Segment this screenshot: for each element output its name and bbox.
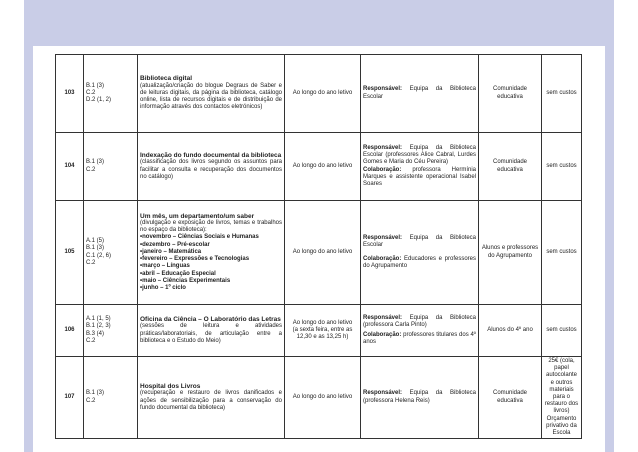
activity-cell <box>138 55 285 133</box>
audience-cell: Alunos e professores do Agrupamento <box>479 201 542 305</box>
objectives-cell <box>84 357 138 439</box>
objective-code: B.1 (3) <box>86 390 105 397</box>
document-page <box>33 46 605 452</box>
activity-number: 107 <box>56 357 84 439</box>
table-row <box>56 133 582 201</box>
activity-number: 106 <box>56 305 84 357</box>
objectives-cell <box>84 201 138 305</box>
responsible-block <box>363 86 476 100</box>
collaboration-block <box>363 256 476 270</box>
collaboration-block <box>363 167 476 189</box>
responsible-text: Equipa da Biblioteca Escolar <box>363 234 476 248</box>
calendar-cell <box>285 133 361 201</box>
calendar-cell <box>285 55 361 133</box>
responsible-label: Responsável: <box>363 144 403 151</box>
collaboration-label: Colaboração: <box>363 166 402 173</box>
calendar-text: Ao longo do ano letivo <box>292 319 353 326</box>
audience-cell: Comunidade educativa <box>479 357 542 439</box>
schedule-bullet: • junho – 1º ciclo <box>140 285 282 292</box>
objective-code: D.2 (1, 2) <box>86 97 112 104</box>
responsible-block <box>363 315 476 329</box>
responsible-label: Responsável: <box>363 86 403 93</box>
activity-description: (atualização/criação do blogue Degraus de Saber e de leituras digitais, da página da biblioteca, catálogo online, lista de recursos digitais e de distribuição de informação através dos contactos eletrónicos) <box>140 82 282 111</box>
objectives-cell <box>84 305 138 357</box>
objective-code: B.1 (2, 3) <box>86 323 111 330</box>
calendar-extra: (a sexta feira, entre as 12,30 e as 13,25 h) <box>292 326 353 341</box>
objective-code: B.1 (3) <box>86 82 105 89</box>
responsible-label: Responsável: <box>363 390 403 397</box>
collaboration-text: Educadores e professores do Agrupamento <box>363 256 476 270</box>
objective-code: A.1 (5) <box>86 238 105 245</box>
responsible-label: Responsável: <box>363 314 403 321</box>
cost-cell: sem custos <box>542 305 582 357</box>
calendar-text: Ao longo do ano letivo <box>292 248 353 255</box>
activity-description: (classificação dos livros segundo os assuntos para facilitar a consulta e recuperação dos documentos no catálogo) <box>140 159 282 180</box>
activity-cell <box>138 133 285 201</box>
collaboration-block <box>363 332 476 346</box>
schedule-bullet: • novembro – Ciências Sociais e Humanas <box>140 234 282 241</box>
responsible-cell <box>361 55 479 133</box>
table-row <box>56 201 582 305</box>
activity-cell <box>138 201 285 305</box>
activity-description: (recuperação e restauro de livros danificados e ações de sensibilização para a conservação do fundo documental da biblioteca) <box>140 390 282 411</box>
objective-code: A.1 (1, 5) <box>86 316 111 323</box>
calendar-text: Ao longo do ano letivo <box>292 162 353 169</box>
responsible-block <box>363 145 476 167</box>
objective-code: C.2 <box>86 397 96 404</box>
collaboration-text: professores titulares dos 4º anos <box>363 332 477 346</box>
schedule-bullet: • maio – Ciências Experimentais <box>140 278 282 285</box>
activity-title: Um mês, um departamento/um saber <box>140 212 255 220</box>
objective-code: C.2 <box>86 259 96 266</box>
responsible-cell <box>361 305 479 357</box>
activity-number: 104 <box>56 133 84 201</box>
schedule-bullet: • janeiro – Matemática <box>140 249 282 256</box>
calendar-text: Ao longo do ano letivo <box>292 89 353 96</box>
calendar-cell <box>285 201 361 305</box>
activity-title: Indexação do fundo documental da biblioteca <box>140 152 282 160</box>
objectives-cell <box>84 133 138 201</box>
objective-code: C.2 <box>86 337 96 344</box>
schedule-bullet: • fevereiro – Expressões e Tecnologias <box>140 256 282 263</box>
objective-code: C.1 (2, 6) <box>86 252 112 259</box>
activity-description: (sessões de leitura e atividades práticas/laboratoriais, de articulação entre a biblioteca e o Estudo do Meio) <box>140 323 282 344</box>
activity-title: Hospital dos Livros <box>140 383 201 391</box>
schedule-bullet: • março – Línguas <box>140 263 282 270</box>
cost-cell: sem custos <box>542 133 582 201</box>
responsible-block <box>363 235 476 249</box>
activity-description: (divulgação e exposição de livros, temas e trabalhos no espaço da biblioteca): <box>140 220 282 234</box>
calendar-cell <box>285 357 361 439</box>
collaboration-label: Colaboração: <box>363 256 402 262</box>
objective-code: C.2 <box>86 166 96 173</box>
objective-code: B.1 (3) <box>86 159 105 166</box>
audience-cell: Comunidade educativa <box>479 55 542 133</box>
responsible-text: Equipa da Biblioteca (professora Carla Pinto) <box>363 314 476 328</box>
cost-cell: sem custos <box>542 201 582 305</box>
schedule-bullet: • abril – Educação Especial <box>140 271 282 278</box>
calendar-text: Ao longo do ano letivo <box>292 394 353 401</box>
cost-cell: 25€ (cola, papel autocolante e outros materiais para o restauro dos livros) Orçamento privativo da Escola <box>542 357 582 439</box>
collaboration-label: Colaboração: <box>363 332 402 338</box>
audience-cell: Comunidade educativa <box>479 133 542 201</box>
objective-code: C.2 <box>86 89 96 96</box>
activity-number: 105 <box>56 201 84 305</box>
table-row <box>56 55 582 133</box>
responsible-label: Responsável: <box>363 234 403 241</box>
responsible-text: Equipa da Biblioteca Escolar (professores Alice Cabral, Lurdes Gomes e Maria do Céu Pereira) <box>363 144 476 166</box>
activity-cell <box>138 357 285 439</box>
audience-cell: Alunos do 4º ano <box>479 305 542 357</box>
activity-number: 103 <box>56 55 84 133</box>
activity-title: Biblioteca digital <box>140 75 193 83</box>
responsible-text: Equipa da Biblioteca Escolar <box>363 86 476 100</box>
collaboration-text: professora Hermínia Marques e assistente operacional Isabel Soares <box>363 166 476 187</box>
responsible-text: Equipa da Biblioteca (professora Helena Reis) <box>363 390 476 404</box>
calendar-cell <box>285 305 361 357</box>
responsible-block <box>363 390 476 404</box>
responsible-cell <box>361 133 479 201</box>
objective-code: B.1 (3) <box>86 245 105 252</box>
cost-cell: sem custos <box>542 55 582 133</box>
activity-cell <box>138 305 285 357</box>
objectives-cell <box>84 55 138 133</box>
responsible-cell <box>361 201 479 305</box>
activity-title: Oficina da Ciência – O Laboratório das Letras <box>140 316 281 324</box>
table-row <box>56 305 582 357</box>
activity-plan-table <box>55 54 582 439</box>
table-row <box>56 357 582 439</box>
objective-code: B.3 (4) <box>86 330 105 337</box>
schedule-bullet: • dezembro – Pré-escolar <box>140 242 282 249</box>
responsible-cell <box>361 357 479 439</box>
